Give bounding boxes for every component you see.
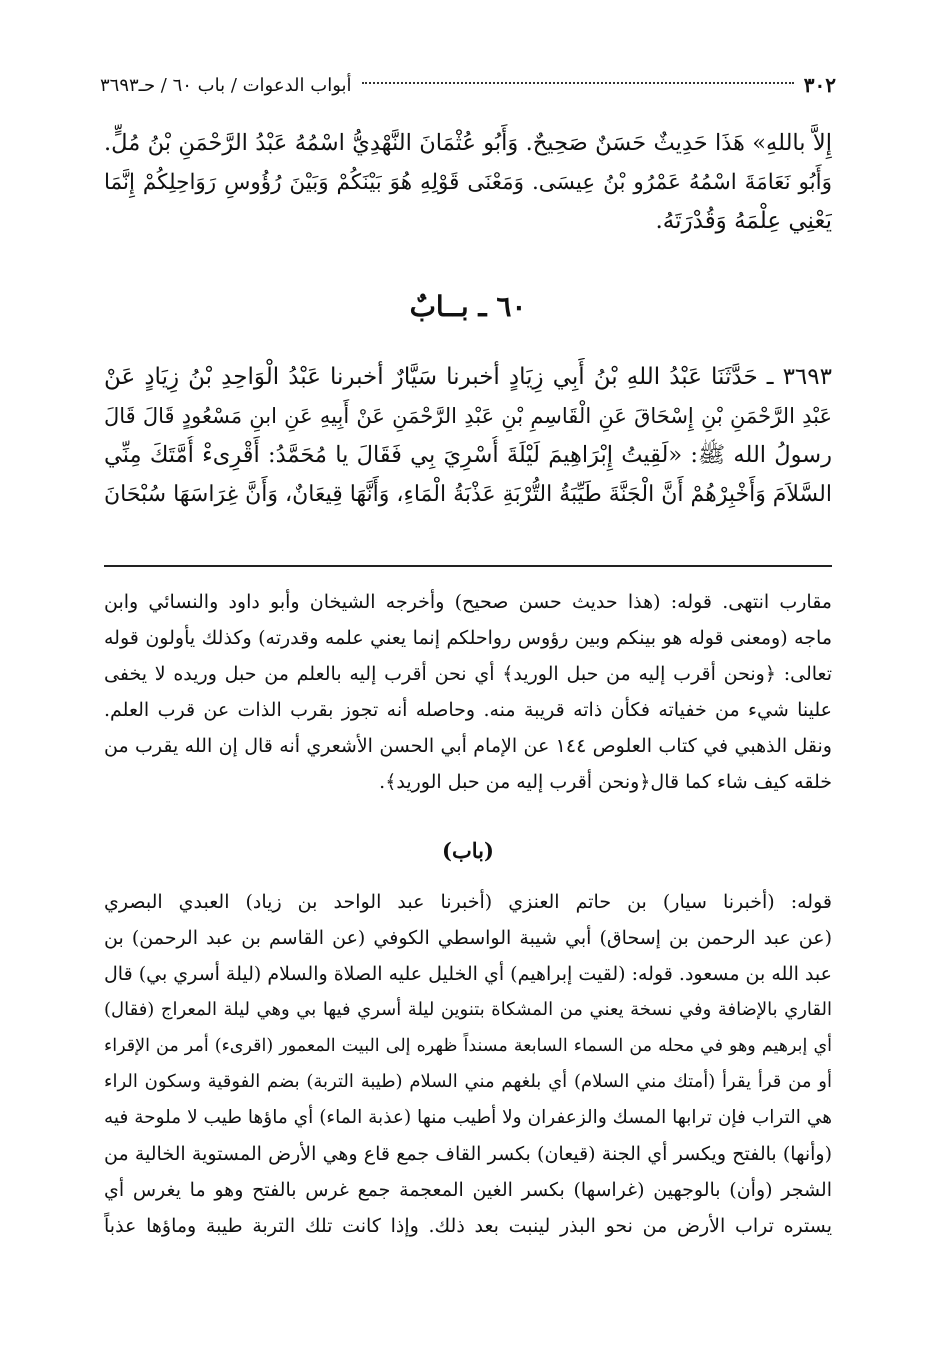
- footnote-block-2: [104, 884, 832, 1244]
- text-line: السَّلاَمَ وَأَخْبِرْهُمْ أَنَّ الْجَنَّةَ طَيِّبَةُ التُّرْبَةِ عَذْبَةُ الْمَاءِ، وَأَنَّهَا قِيعَانٌ، وَأَنَّ غِرَاسَهَا سُبْحَانَ: [104, 482, 832, 507]
- footnote-line: مقارب انتهى. قوله: (هذا حديث حسن صحيح) وأخرجه الشيخان وأبو داود والنسائي وابن: [104, 591, 832, 613]
- footnote-line: أي إبرهيم وهو في محله من السماء السابعة مسنداً ظهره إلى البيت المعمور (اقرىء) أمر من الإقراء: [104, 1036, 832, 1056]
- footnote-line: قوله: (أخبرنا سيار) بن حاتم العنزي (أخبرنا عبد الواحد بن زياد) العبدي البصري: [104, 891, 832, 913]
- footnote-line: خلقه كيف شاء كما قال﴿ونحن أقرب إليه من حبل الوريد﴾.: [379, 771, 832, 793]
- text-line: إِلاَّ باللهِ» هَذَا حَدِيثٌ حَسَنٌ صَحِيحٌ. وَأَبُو عُثْمَانَ النَّهْدِيُّ اسْمُهُ عَبْدُ الرَّحْمَنِ بْنُ مُلٍّ.: [104, 130, 832, 156]
- footnote-line: تعالى: ﴿ونحن أقرب إليه من حبل الوريد﴾ أي نحن أقرب إليه بالعلم من حبل وريده لا يخفى: [104, 663, 832, 685]
- text-line: ٣٦٩٣ ـ حَدَّثَنَا عَبْدُ اللهِ بْنُ أَبِي زِيَادٍ أخبرنا سَيَّارٌ أخبرنا عَبْدُ الْوَاحِدِ بْنُ زِيَادٍ عَنْ: [104, 364, 832, 390]
- footnote-line: القاري بالإضافة وفي نسخة يعني من المشكاة بتنوين ليلة أسري فيها بي وهي ليلة المعراج (فقال): [104, 999, 832, 1020]
- footnote-line: عبد الله بن مسعود. قوله: (لقيت إبراهيم) أي الخليل عليه الصلاة والسلام (ليلة أسري بي) قال: [104, 963, 832, 985]
- footnote-line: (وأنها) بالفتح ويكسر أي الجنة (قيعان) بكسر القاف جمع قاع وهي الأرض المستوية الخالية من: [104, 1143, 832, 1165]
- footnote-separator: [104, 565, 832, 567]
- hadith-block: [104, 358, 832, 514]
- footnote-heading: (باب): [442, 838, 494, 863]
- footnote-line: هي التراب فإن ترابها المسك والزعفران ولا أطيب منها (عذبة الماء) أي ماؤها طيب لا ملوحة فيه: [104, 1107, 832, 1128]
- top-text-block: [104, 124, 832, 241]
- footnote-line: علينا شيء من خفياته فكأن ذاته قريبة منه. وحاصله أنه تجوز بقرب الذات عن قرب العلم.: [104, 699, 832, 721]
- footnote-block: [104, 584, 832, 800]
- footnote-line: ماجه (ومعنى قوله هو بينكم وبين رؤوس رواحلكم إنما يعني علمه وقدرته) وكذلك يأولون قوله: [104, 627, 832, 649]
- footnote-line: (عن عبد الرحمن بن إسحاق) أبي شيبة الواسطي الكوفي (عن القاسم بن عبد الرحمن) بن: [104, 927, 832, 949]
- chapter-heading: ٦٠ ـ بــابٌ: [409, 290, 527, 323]
- text-line: رسولُ الله ﷺ: «لَقِيتُ إِبْرَاهِيمَ لَيْلَةَ أُسْرِيَ بِي فَقَالَ يا مُحَمَّدُ: أَقْرِىءْ أُمَّتَكَ مِنِّي: [104, 442, 832, 468]
- footnote-line: الشجر (وأن) بالوجهين (غراسها) بكسر الغين المعجمة جمع غرس بالفتح وهو ما يغرس أي: [104, 1179, 832, 1201]
- page-number: ٣٠٢: [803, 73, 836, 97]
- text-line: عَبْدِ الرَّحْمَنِ بْنِ إِسْحَاقَ عَنِ الْقَاسِمِ بْنِ عَبْدِ الرَّحْمَنِ عَنْ أَبِيهِ عَنِ ابنِ مَسْعُودٍ قَالَ قَالَ: [104, 404, 832, 428]
- footnote-line: يستره تراب الأرض من نحو البذر لينبت بعد ذلك. وإذا كانت تلك التربة طيبة وماؤها عذباً: [104, 1215, 832, 1237]
- text-line: وَأَبُو نَعَامَةَ اسْمُهُ عَمْرُو بْنُ عِيسَى. وَمَعْنَى قَوْلِهِ هُوَ بَيْنَكُمْ وَبَيْنَ رُؤُوسِ رَوَاحِلِكُمْ إِنَّمَا: [104, 170, 832, 195]
- running-header: [100, 68, 836, 102]
- footnote-line: أو من قرأ يقرأ (أمتك مني السلام) أي بلغهم مني السلام (طيبة التربة) بضم الفوقية وسكون الراء: [104, 1071, 832, 1092]
- text-line: يَعْنِي عِلْمَهُ وَقُدْرَتَهُ.: [655, 208, 832, 234]
- footnote-line: ونقل الذهبي في كتاب العلوص ١٤٤ عن الإمام أبي الحسن الأشعري أنه قال إن الله يقرب من: [104, 735, 832, 757]
- header-title: أبواب الدعوات / باب ٦٠ / حـ٣٦٩٣: [100, 74, 352, 96]
- dotted-leader: [362, 82, 794, 84]
